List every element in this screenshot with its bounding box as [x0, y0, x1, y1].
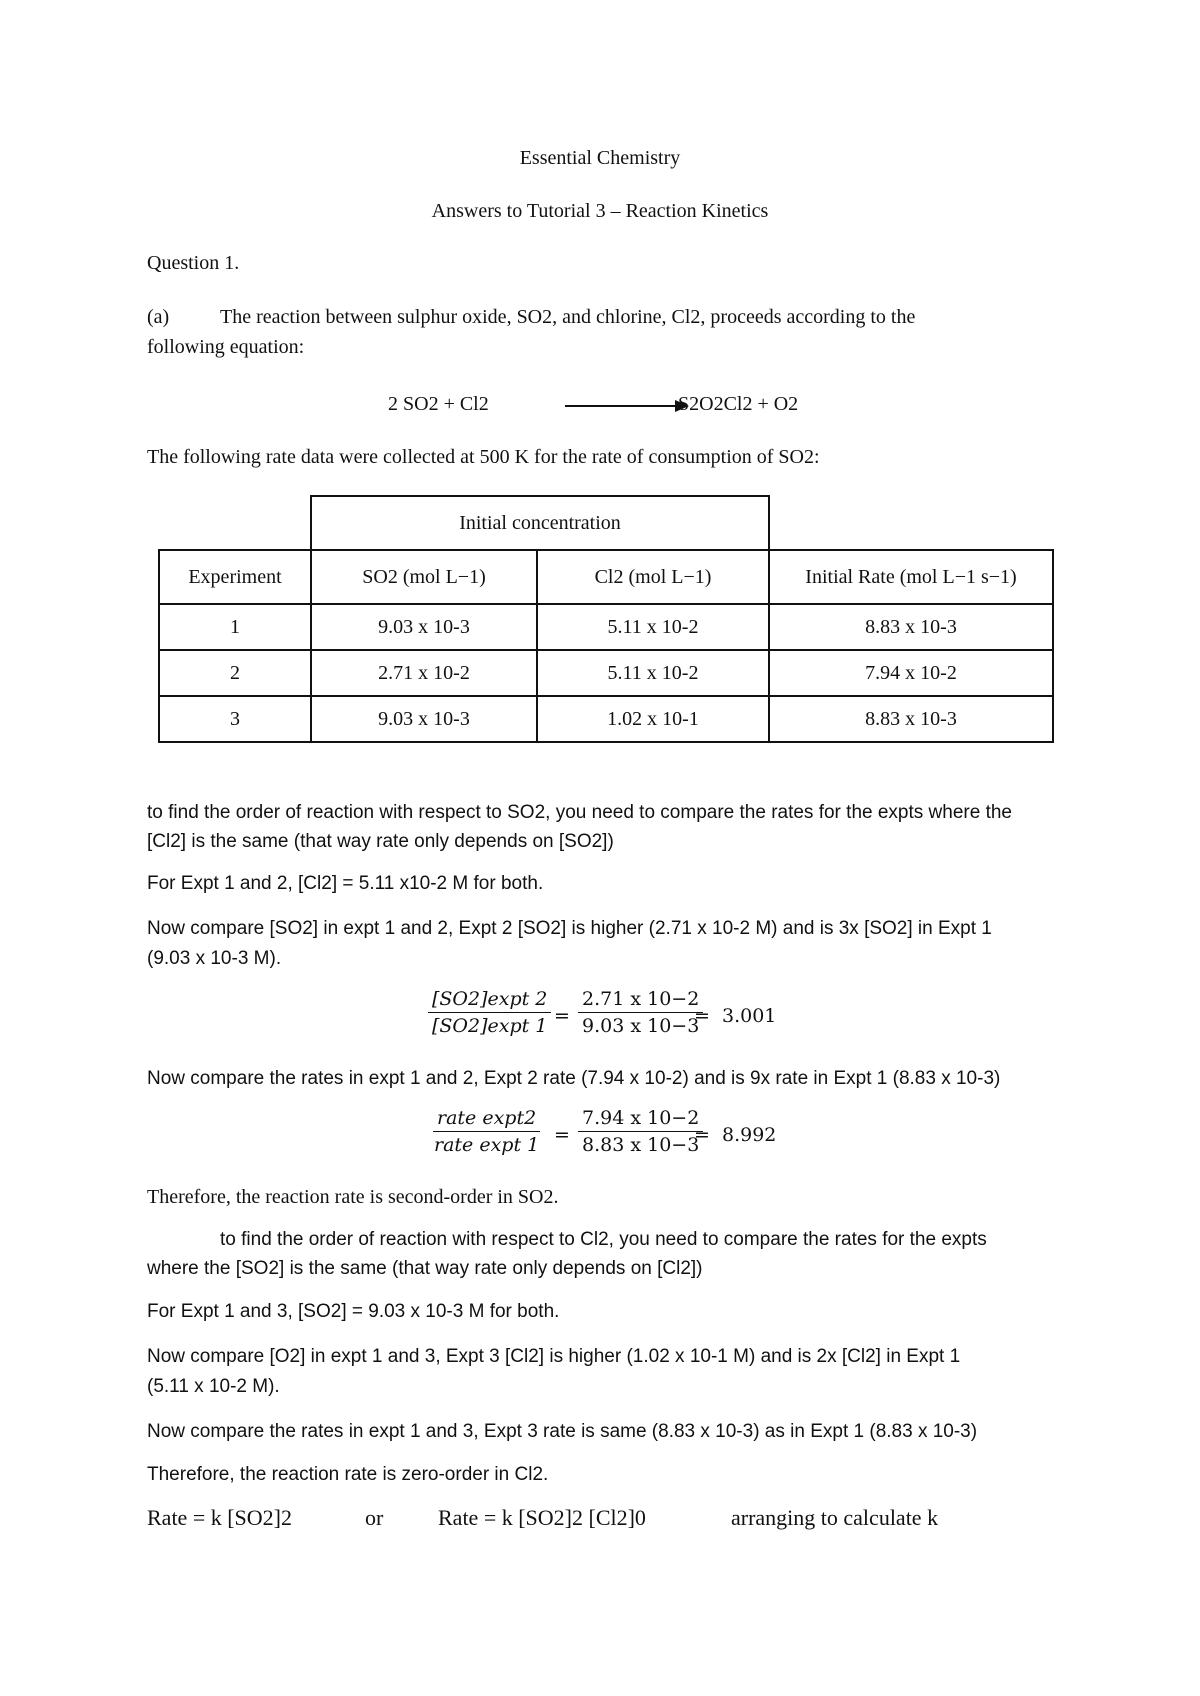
cell-so2: 9.03 x 10-3 [311, 604, 537, 650]
question-heading: Question 1. [147, 252, 240, 274]
cell-experiment: 1 [159, 604, 311, 650]
ratio1-denominator: [SO2]expt 1 [432, 1015, 548, 1037]
table-blank-cell [769, 496, 1053, 550]
ratio2-numerator: rate expt2 [433, 1107, 540, 1132]
rate-intro: The following rate data were collected at 500 K for the rate of consumption of SO2: [147, 446, 820, 468]
cell-cl2: 5.11 x 10-2 [537, 650, 769, 696]
cl2-order-paragraph-line-1: to find the order of reaction with respect to Cl2, you need to compare the rates for the expts [220, 1229, 987, 1250]
equals-sign: = [694, 1124, 710, 1146]
so2-order-paragraph-line-1: to find the order of reaction with respect to SO2, you need to compare the rates for the expts where the [147, 802, 1012, 823]
intro-line-2: following equation: [147, 336, 305, 358]
header-cl2: Cl2 (mol L−1) [537, 550, 769, 604]
equals-sign: = [554, 1124, 570, 1146]
ratio1-result: 3.001 [722, 1005, 777, 1027]
course-title: Essential Chemistry [519, 147, 681, 169]
ratio2-numerator-value: 7.94 x 10−2 [578, 1107, 703, 1132]
rate-law-or: or [365, 1505, 384, 1530]
rate-law-form-2: Rate = k [SO2]2 [Cl2]0 [438, 1505, 646, 1530]
so2-rate-compare: Now compare the rates in expt 1 and 2, Expt 2 rate (7.94 x 10-2) and is 9x rate in Expt 1 (8.83 x 10-3) [147, 1068, 1001, 1089]
cl2-compare-line-1: Now compare [O2] in expt 1 and 3, Expt 3 [Cl2] is higher (1.02 x 10-1 M) and is 2x [Cl2] in Expt 1 [147, 1346, 961, 1367]
cell-so2: 2.71 x 10-2 [311, 650, 537, 696]
ratio2-denominator: rate expt 1 [434, 1134, 540, 1156]
table-row [159, 696, 1053, 742]
ratio1-numerator: [SO2]expt 2 [428, 988, 551, 1013]
table-blank-cell [159, 496, 311, 550]
rate-law-form-1: Rate = k [SO2]2 [147, 1505, 292, 1530]
so2-order-expt-1-2: For Expt 1 and 2, [Cl2] = 5.11 x10-2 M for both. [147, 873, 544, 894]
ratio1-numerator-value: 2.71 x 10−2 [578, 988, 703, 1013]
cl2-order-expt-1-3: For Expt 1 and 3, [SO2] = 9.03 x 10-3 M for both. [147, 1301, 560, 1322]
rate-law-note: arranging to calculate k [731, 1505, 939, 1530]
cell-cl2: 5.11 x 10-2 [537, 604, 769, 650]
reaction-arrow-icon [565, 398, 689, 414]
cl2-order-paragraph-line-2: where the [SO2] is the same (that way rate only depends on [Cl2]) [147, 1258, 703, 1279]
header-initial-rate: Initial Rate (mol L−1 s−1) [769, 550, 1053, 604]
ratio2-fraction-right [578, 1107, 703, 1156]
so2-order-paragraph-line-2: [Cl2] is the same (that way rate only depends on [SO2]) [147, 831, 614, 852]
rate-data-table [158, 495, 1054, 743]
ratio1-denominator-value: 9.03 x 10−3 [582, 1015, 700, 1037]
cl2-order-conclusion: Therefore, the reaction rate is zero-order in Cl2. [147, 1464, 549, 1485]
cell-experiment: 3 [159, 696, 311, 742]
so2-order-conclusion: Therefore, the reaction rate is second-order in SO2. [147, 1186, 559, 1208]
cell-rate: 8.83 x 10-3 [769, 604, 1053, 650]
cl2-rate-compare: Now compare the rates in expt 1 and 3, Expt 3 rate is same (8.83 x 10-3) as in Expt 1 (8.83 x 10-3) [147, 1421, 978, 1442]
equation-reactants: 2 SO2 + Cl2 [388, 393, 489, 415]
ratio1-fraction-left [428, 988, 551, 1037]
table-group-header-row [159, 496, 1053, 550]
ratio2-fraction-left [430, 1107, 543, 1156]
cell-so2: 9.03 x 10-3 [311, 696, 537, 742]
equals-sign: = [554, 1005, 570, 1027]
table-row [159, 604, 1053, 650]
cell-cl2: 1.02 x 10-1 [537, 696, 769, 742]
table-row [159, 650, 1053, 696]
cell-experiment: 2 [159, 650, 311, 696]
cl2-compare-line-2: (5.11 x 10-2 M). [147, 1376, 280, 1397]
header-so2: SO2 (mol L−1) [311, 550, 537, 604]
group-header-initial-concentration: Initial concentration [311, 496, 769, 550]
ratio2-result: 8.992 [722, 1124, 777, 1146]
cell-rate: 7.94 x 10-2 [769, 650, 1053, 696]
intro-line-1: The reaction between sulphur oxide, SO2, and chlorine, Cl2, proceeds according to the [220, 306, 916, 328]
ratio1-fraction-right [578, 988, 703, 1037]
page-title: Answers to Tutorial 3 – Reaction Kinetics [431, 200, 769, 222]
so2-compare-line-1: Now compare [SO2] in expt 1 and 2, Expt 2 [SO2] is higher (2.71 x 10-2 M) and is 3x [SO2] in Expt 1 [147, 918, 992, 939]
so2-compare-line-2: (9.03 x 10-3 M). [147, 948, 282, 969]
equals-sign: = [694, 1005, 710, 1027]
part-label: (a) [147, 306, 170, 328]
equation-products: S2O2Cl2 + O2 [678, 393, 799, 415]
header-experiment: Experiment [159, 550, 311, 604]
table-header-row [159, 550, 1053, 604]
ratio2-denominator-value: 8.83 x 10−3 [582, 1134, 700, 1156]
cell-rate: 8.83 x 10-3 [769, 696, 1053, 742]
